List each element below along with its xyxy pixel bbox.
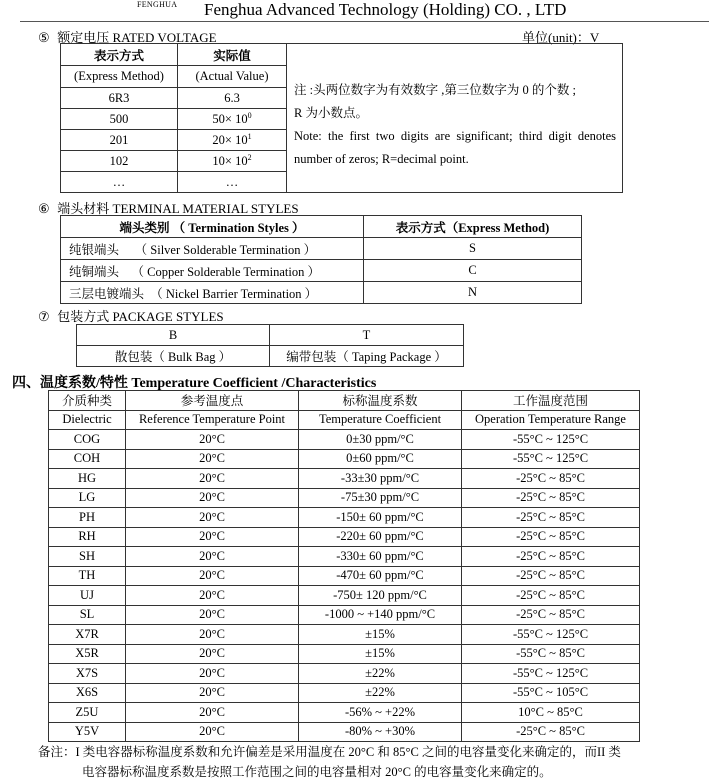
temp-coefficient: 0±60 ppm/°C [299,449,462,469]
table-row [49,644,640,664]
reference-temp: 20°C [126,722,299,742]
footnote-line2: 电容器标称温度系数是按照工作范围之间的电容量相对 20°C 的电容量变化来确定的。 [82,765,552,779]
section-title: 额定电压 RATED VOLTAGE [57,30,217,45]
table-row [49,683,640,703]
company-name: Fenghua Advanced Technology (Holding) CO. , LTD [204,0,567,19]
temp-coefficient: -33±30 ppm/°C [299,469,462,489]
dielectric: PH [49,508,126,528]
dielectric: X7R [49,625,126,645]
section-title: 包装方式 PACKAGE STYLES [57,309,224,324]
voltage-value: $50\times 10^0$ [178,109,287,130]
temperature-heading: 四、温度系数/特性 Temperature Coefficient /Characteristics [12,376,377,391]
dielectric: LG [49,488,126,508]
col-header-range-cn: 工作温度范围 [462,391,640,411]
temp-coefficient: -150± 60 ppm/°C [299,508,462,528]
reference-temp: 20°C [126,488,299,508]
temperature-table [48,390,640,742]
temp-coefficient: -330± 60 ppm/°C [299,547,462,567]
table-row [49,449,640,469]
dielectric: RH [49,527,126,547]
table-row [49,469,640,489]
termination-style: 纯铜端头 （ Copper Solderable Termination ） [61,260,364,282]
section-number: ⑥ [38,201,50,216]
voltage-code: 500 [61,109,178,130]
table-row [49,586,640,606]
voltage-value: 6.3 [178,88,287,109]
reference-temp: 20°C [126,449,299,469]
voltage-code: 201 [61,130,178,151]
dielectric: TH [49,566,126,586]
table-row [49,605,640,625]
col-header-actual-cn: 实际值 [178,44,287,66]
table-row [49,527,640,547]
operating-range: -25°C ~ 85°C [462,469,640,489]
voltage-value: … [178,172,287,193]
operating-range: -55°C ~ 125°C [462,449,640,469]
note-cn-line2: R 为小数点。 [294,106,368,120]
temp-coefficient: ±22% [299,664,462,684]
col-header-coefficient-cn: 标称温度系数 [299,391,462,411]
voltage-note [287,44,623,193]
note-cn-line1: 注 :头两位数字为有效数字 ,第三位数字为 0 的个数 ; [294,83,576,97]
table-row [49,508,640,528]
reference-temp: 20°C [126,430,299,450]
company-logo-text: FENGHUA [137,0,178,9]
termination-table [60,215,582,304]
footnote-line1: 备注：I 类电容器标称温度系数和允许偏差是采用温度在 20°C 和 85°C 之间的电容量变化来确定的，而II 类 [38,745,621,759]
dielectric: SH [49,547,126,567]
table-row [61,260,582,282]
operating-range: -25°C ~ 85°C [462,605,640,625]
rated-voltage-table [60,43,623,193]
temp-coefficient: 0±30 ppm/°C [299,430,462,450]
temp-coefficient: ±15% [299,625,462,645]
note-en: Note: the first two digits are significant; third digit denotes number of zeros; R=decimal point. [294,129,616,166]
reference-temp: 20°C [126,605,299,625]
temp-coefficient: -80% ~ +30% [299,722,462,742]
section-title: 端头材料 TERMINAL MATERIAL STYLES [57,201,299,216]
table-row [49,547,640,567]
termination-code: S [364,238,582,260]
package-code-taping: T [270,325,464,346]
col-header-actual-en: (Actual Value) [178,66,287,88]
temp-coefficient: -56% ~ +22% [299,703,462,723]
reference-temp: 20°C [126,586,299,606]
termination-code: C [364,260,582,282]
col-header-reference-en: Reference Temperature Point [126,410,299,430]
col-header-range-en: Operation Temperature Range [462,410,640,430]
termination-code: N [364,282,582,304]
dielectric: HG [49,469,126,489]
section-number: ⑤ [38,30,50,45]
dielectric: COG [49,430,126,450]
package-code-bulk: B [77,325,270,346]
table-row [49,703,640,723]
operating-range: -25°C ~ 85°C [462,566,640,586]
col-header-method: 表示方式（Express Method) [364,216,582,238]
dielectric: COH [49,449,126,469]
table-row [49,722,640,742]
dielectric: Y5V [49,722,126,742]
operating-range: -55°C ~ 125°C [462,625,640,645]
operating-range: -55°C ~ 85°C [462,644,640,664]
operating-range: -55°C ~ 125°C [462,664,640,684]
dielectric: X7S [49,664,126,684]
dielectric: Z5U [49,703,126,723]
temp-coefficient: -220± 60 ppm/°C [299,527,462,547]
operating-range: -25°C ~ 85°C [462,722,640,742]
temp-coefficient: -75±30 ppm/°C [299,488,462,508]
reference-temp: 20°C [126,683,299,703]
reference-temp: 20°C [126,566,299,586]
operating-range: -25°C ~ 85°C [462,547,640,567]
table-row [49,625,640,645]
package-label-taping: 编带包装（ Taping Package ） [270,346,464,367]
voltage-value: $20\times 10^1$ [178,130,287,151]
package-label-bulk: 散包装（ Bulk Bag ） [77,346,270,367]
voltage-code: … [61,172,178,193]
reference-temp: 20°C [126,703,299,723]
col-header-termination: 端头类别 （ Termination Styles ） [61,216,364,238]
dielectric: X6S [49,683,126,703]
col-header-express-cn: 表示方式 [61,44,178,66]
termination-style: 三层电镀端头 （ Nickel Barrier Termination ） [61,282,364,304]
voltage-code: 6R3 [61,88,178,109]
table-row [49,488,640,508]
col-header-dielectric-en: Dielectric [49,410,126,430]
voltage-value: $10\times 10^2$ [178,151,287,172]
table-row [49,566,640,586]
temp-coefficient: -1000 ~ +140 ppm/°C [299,605,462,625]
dielectric: X5R [49,644,126,664]
col-header-dielectric-cn: 介质种类 [49,391,126,411]
package-heading [38,306,224,325]
dielectric: UJ [49,586,126,606]
package-table [76,324,464,367]
termination-style: 纯银端头 （ Silver Solderable Termination ） [61,238,364,260]
header-divider [20,21,709,22]
operating-range: -25°C ~ 85°C [462,488,640,508]
reference-temp: 20°C [126,547,299,567]
col-header-reference-cn: 参考温度点 [126,391,299,411]
reference-temp: 20°C [126,625,299,645]
operating-range: -25°C ~ 85°C [462,508,640,528]
operating-range: -25°C ~ 85°C [462,527,640,547]
reference-temp: 20°C [126,469,299,489]
reference-temp: 20°C [126,644,299,664]
temp-coefficient: -750± 120 ppm/°C [299,586,462,606]
table-row [49,430,640,450]
reference-temp: 20°C [126,508,299,528]
table-row [49,664,640,684]
section-number: ⑦ [38,309,50,324]
reference-temp: 20°C [126,664,299,684]
table-row [61,238,582,260]
operating-range: -25°C ~ 85°C [462,586,640,606]
dielectric: SL [49,605,126,625]
operating-range: 10°C ~ 85°C [462,703,640,723]
col-header-express-en: (Express Method) [61,66,178,88]
operating-range: -55°C ~ 105°C [462,683,640,703]
table-row [61,282,582,304]
temp-coefficient: -470± 60 ppm/°C [299,566,462,586]
col-header-coefficient-en: Temperature Coefficient [299,410,462,430]
voltage-unit: 单位(unit)：V [522,30,600,45]
temp-coefficient: ±15% [299,644,462,664]
temp-coefficient: ±22% [299,683,462,703]
voltage-code: 102 [61,151,178,172]
reference-temp: 20°C [126,527,299,547]
operating-range: -55°C ~ 125°C [462,430,640,450]
